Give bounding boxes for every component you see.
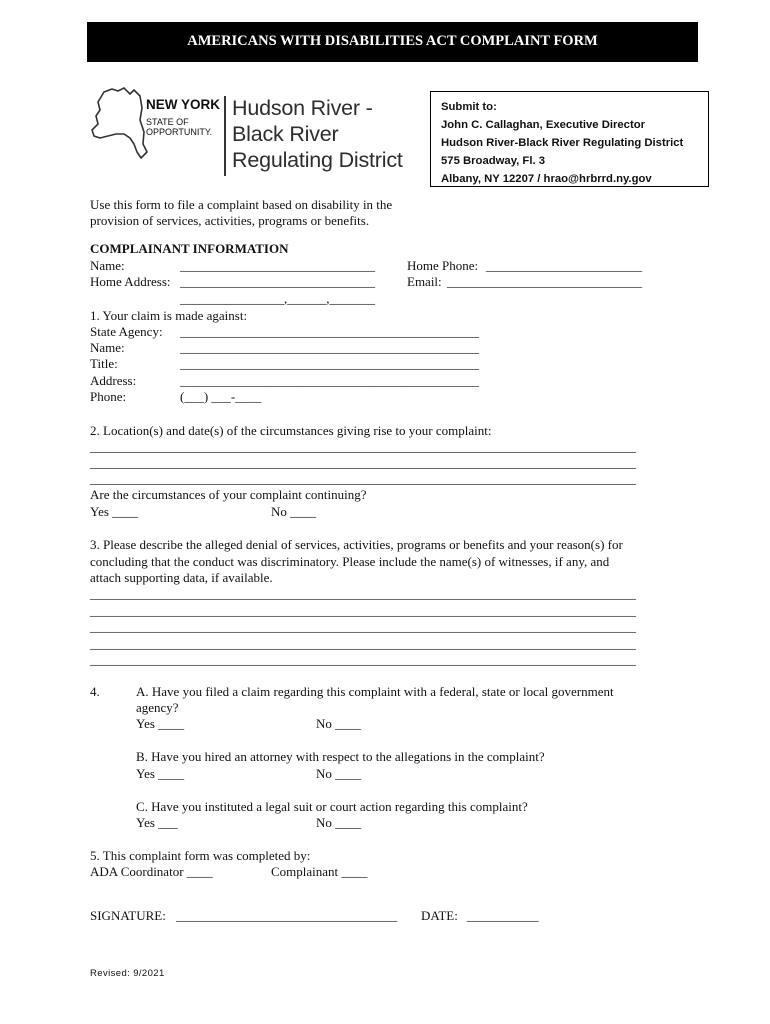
home-address-field-2[interactable]: ________________,______,_______ <box>180 291 375 306</box>
logo-state-name: NEW YORK <box>146 97 221 112</box>
q4a-line-2: agency? <box>136 700 179 715</box>
submit-to-box <box>430 91 709 187</box>
q1-name-field[interactable]: ______________________________________________ <box>180 340 479 355</box>
submit-line-4: Albany, NY 12207 / hrao@hrbrrd.ny.gov <box>441 173 652 185</box>
q2-label: 2. Location(s) and date(s) of the circumstances giving rise to your complaint: <box>90 423 492 438</box>
email-label: Email: <box>407 274 442 289</box>
submit-line-2: Hudson River-Black River Regulating District <box>441 137 684 149</box>
intro-line-2: provision of services, activities, programs or benefits. <box>90 213 370 228</box>
q1-state-agency-label: State Agency: <box>90 324 163 339</box>
q2-answer-line[interactable]: ____________________________________________________________________________________ <box>90 439 636 454</box>
logo-org-line-3: Regulating District <box>232 148 403 172</box>
intro-line-1: Use this form to file a complaint based on disability in the <box>90 197 393 212</box>
q2-yes-option[interactable]: Yes ____ <box>90 504 139 519</box>
q4c-no-option[interactable]: No ____ <box>316 815 362 830</box>
q1-title-label: Title: <box>90 356 118 371</box>
home-phone-field[interactable]: ________________________ <box>486 258 642 273</box>
logo-org-line-2: Black River <box>232 122 339 146</box>
q1-state-agency-field[interactable]: ______________________________________________ <box>180 324 479 339</box>
q4a-line-1: A. Have you filed a claim regarding this complaint with a federal, state or local government <box>136 684 614 699</box>
email-field[interactable]: ______________________________ <box>447 274 642 289</box>
name-field[interactable]: ______________________________ <box>180 258 375 273</box>
q4a-no-option[interactable]: No ____ <box>316 716 362 731</box>
q5-ada-coordinator-option[interactable]: ADA Coordinator ____ <box>90 864 213 879</box>
logo-tagline-2: OPPORTUNITY. <box>146 127 213 137</box>
q3-answer-line[interactable]: ____________________________________________________________________________________ <box>90 652 636 667</box>
q3-answer-line[interactable]: ____________________________________________________________________________________ <box>90 636 636 651</box>
signature-field[interactable]: __________________________________ <box>176 908 397 923</box>
q1-address-field[interactable]: ______________________________________________ <box>180 373 479 388</box>
submit-line-3: 575 Broadway, Fl. 3 <box>441 155 546 167</box>
q3-answer-line[interactable]: ____________________________________________________________________________________ <box>90 586 636 601</box>
signature-label: SIGNATURE: <box>90 908 166 923</box>
q3-answer-line[interactable]: ____________________________________________________________________________________ <box>90 619 636 634</box>
revision-note: Revised: 9/2021 <box>90 968 165 979</box>
q1-name-label: Name: <box>90 340 125 355</box>
home-phone-label: Home Phone: <box>407 258 479 273</box>
home-address-field[interactable]: ______________________________ <box>180 274 375 289</box>
q4-number: 4. <box>90 684 100 699</box>
q3-line-1: 3. Please describe the alleged denial of services, activities, programs or benefits and your reason(s) for <box>90 537 623 552</box>
q1-phone-label: Phone: <box>90 389 127 404</box>
name-label: Name: <box>90 258 125 273</box>
logo-divider <box>224 96 226 176</box>
q4b-line: B. Have you hired an attorney with respect to the allegations in the complaint? <box>136 749 545 764</box>
q1-title-field[interactable]: ______________________________________________ <box>180 356 479 371</box>
q2-continuing-label: Are the circumstances of your complaint continuing? <box>90 487 367 502</box>
q1-address-label: Address: <box>90 373 137 388</box>
q2-answer-line[interactable]: ____________________________________________________________________________________ <box>90 455 636 470</box>
q2-answer-line[interactable]: ____________________________________________________________________________________ <box>90 471 636 486</box>
q4c-yes-option[interactable]: Yes ___ <box>136 815 178 830</box>
new-york-state-outline-icon <box>90 86 150 162</box>
q4b-no-option[interactable]: No ____ <box>316 766 362 781</box>
logo <box>90 86 425 182</box>
form-title: AMERICANS WITH DISABILITIES ACT COMPLAINT FORM <box>187 33 598 49</box>
date-label: DATE: <box>421 908 458 923</box>
q4b-yes-option[interactable]: Yes ____ <box>136 766 185 781</box>
q1-phone-field[interactable]: (___) ___-____ <box>180 389 262 404</box>
submit-line-1: John C. Callaghan, Executive Director <box>441 119 646 131</box>
logo-tagline-1: STATE OF <box>146 117 189 127</box>
q5-complainant-option[interactable]: Complainant ____ <box>271 864 368 879</box>
logo-org-line-1: Hudson River - <box>232 96 373 120</box>
form-title-bar <box>87 22 698 62</box>
q2-no-option[interactable]: No ____ <box>271 504 317 519</box>
q4a-yes-option[interactable]: Yes ____ <box>136 716 185 731</box>
q3-answer-line[interactable]: ____________________________________________________________________________________ <box>90 603 636 618</box>
date-field[interactable]: ___________ <box>467 908 539 923</box>
q3-line-3: attach supporting data, if available. <box>90 570 273 585</box>
q5-label: 5. This complaint form was completed by: <box>90 848 311 863</box>
q3-line-2: concluding that the conduct was discriminatory. Please include the name(s) of witnesses, if any, and <box>90 554 610 569</box>
q4c-line: C. Have you instituted a legal suit or court action regarding this complaint? <box>136 799 528 814</box>
q1-label: 1. Your claim is made against: <box>90 308 248 323</box>
home-address-label: Home Address: <box>90 274 171 289</box>
complainant-heading: COMPLAINANT INFORMATION <box>90 241 289 256</box>
submit-heading: Submit to: <box>441 101 497 113</box>
